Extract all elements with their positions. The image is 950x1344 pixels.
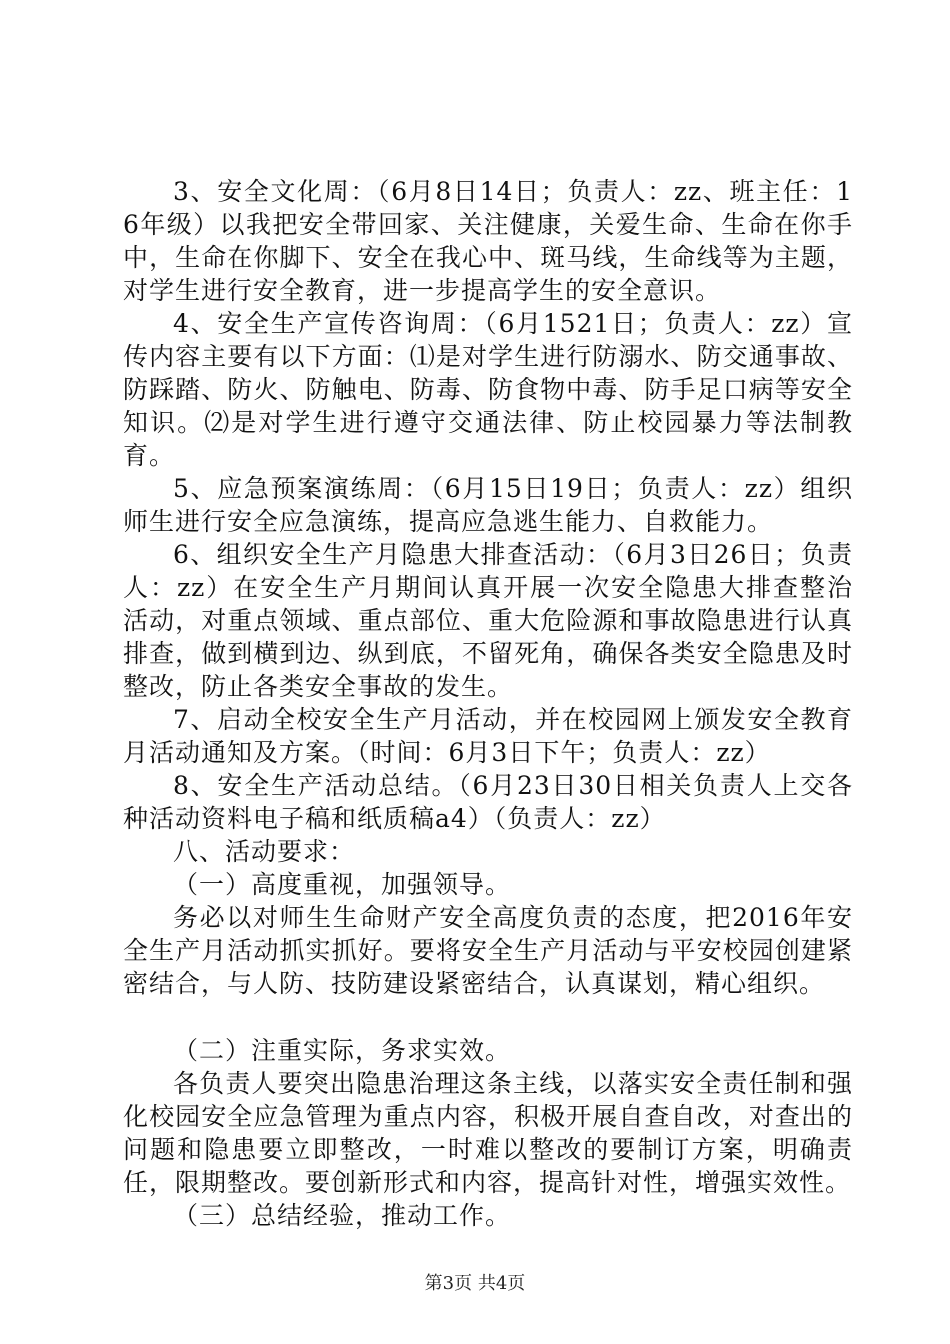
paragraph-leadership: 务必以对师生生命财产安全高度负责的态度，把2016年安全生产月活动抓实抓好。要将安全生产月活动与平安校园创建紧密结合，与人防、技防建设紧密结合，认真谋划，精心组织。 [123,903,853,998]
subheading-practical-results: （二）注重实际，务求实效。 [173,1036,512,1065]
document-body [123,175,853,1232]
paragraph-practical-results: 各负责人要突出隐患治理这条主线，以落实安全责任制和强化校园安全应急管理为重点内容，积极开展自查自改，对查出的问题和隐患要立即整改，一时难以整改的要制订方案，明确责任，限期整改。要创新形式和内容，提高针对性，增强实效性。 [123,1069,853,1197]
paragraph-hazard-inspection: 6、组织安全生产月隐患大排查活动：（6月3日26日；负责人：zz）在安全生产月期间认真开展一次安全隐患大排查整治活动，对重点领域、重点部位、重大危险源和事故隐患进行认真排查，做到横到边、纵到底，不留死角，确保各类安全隐患及时整改，防止各类安全事故的发生。 [123,540,853,701]
page-footer: 第3页 共4页 [424,1273,526,1294]
paragraph-publicity-week: 4、安全生产宣传咨询周：（6月1521日；负责人：zz）宣传内容主要有以下方面：⑴是对学生进行防溺水、防交通事故、防踩踏、防火、防触电、防毒、防食物中毒、防手足口病等安全知识。⑵是对学生进行遵守交通法律、防止校园暴力等法制教育。 [123,309,853,470]
paragraph-safety-culture-week: 3、安全文化周：（6月8日14日；负责人：zz、班主任：16年级）以我把安全带回家、关注健康，关爱生命、生命在你手中，生命在你脚下、安全在我心中、斑马线，生命线等为主题，对学生进行安全教育，进一步提高学生的安全意识。 [123,177,853,305]
paragraph-gap [123,1000,853,1034]
paragraph-emergency-drill-week: 5、应急预案演练周：（6月15日19日；负责人：zz）组织师生进行安全应急演练，提高应急逃生能力、自救能力。 [123,474,853,536]
paragraph-launch-activity: 7、启动全校安全生产月活动，并在校园网上颁发安全教育月活动通知及方案。（时间：6月3日下午；负责人：zz） [123,705,853,767]
subheading-leadership: （一）高度重视，加强领导。 [173,870,512,899]
subheading-summarize-experience: （三）总结经验，推动工作。 [173,1201,512,1230]
paragraph-activity-summary: 8、安全生产活动总结。（6月23日30日相关负责人上交各种活动资料电子稿和纸质稿a4）（负责人：zz） [123,771,853,833]
section-heading-requirements: 八、活动要求： [173,837,356,866]
